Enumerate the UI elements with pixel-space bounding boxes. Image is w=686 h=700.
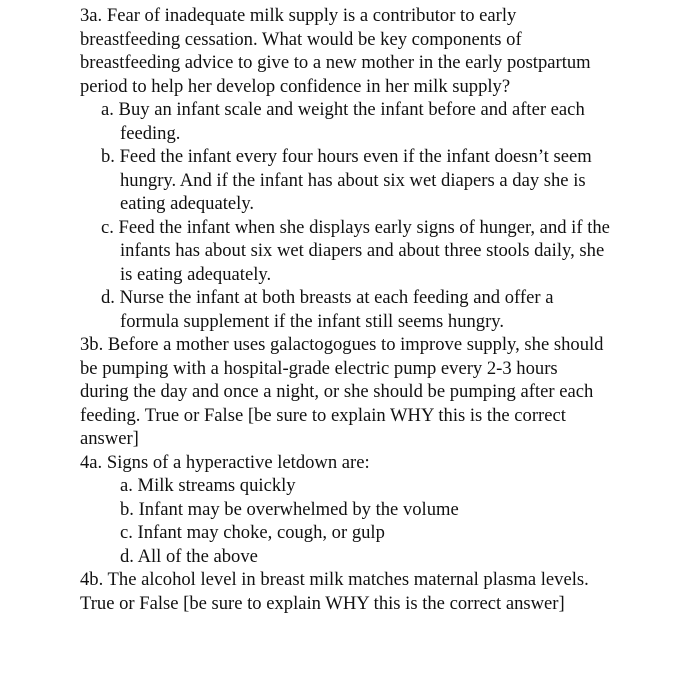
question-4a-options: [80, 474, 610, 568]
question-3a-option-d: d. Nurse the infant at both breasts at each feeding and offer a formula supplement if the infant still seems hungry.: [101, 287, 554, 332]
question-4a-option-b: b. Infant may be overwhelmed by the volume: [120, 498, 459, 520]
question-3a-option-a: a. Buy an infant scale and weight the infant before and after each feeding.: [101, 99, 585, 144]
question-4a-option-c: c. Infant may choke, cough, or gulp: [120, 522, 385, 543]
question-3a-option-b: b. Feed the infant every four hours even if the infant doesn’t seem hungry. And if the infant has about six wet diapers a day she is eating adequately.: [101, 146, 592, 214]
question-3b-stem: 3b. Before a mother uses galactogogues to improve supply, she should be pumping with a hospital-grade electric pump every 2-3 hours during the day and once a night, or she should be pumping after each feeding. True or False [be sure to explain WHY this is the correct answer]: [80, 334, 604, 449]
question-3a-option-c: c. Feed the infant when she displays early signs of hunger, and if the infants has about six wet diapers and about three stools daily, she is eating adequately.: [101, 216, 610, 285]
question-4a-option-d: d. All of the above: [120, 545, 258, 567]
question-3a-stem: 3a. Fear of inadequate milk supply is a contributor to early breastfeeding cessation. What would be key components of breastfeeding advice to give to a new mother in the early postpartum period to help her develop confidence in her milk supply?: [80, 5, 591, 97]
question-3a-options: [80, 98, 610, 333]
question-4b-stem: 4b. The alcohol level in breast milk matches maternal plasma levels. True or False [be sure to explain WHY this is the correct answer]: [80, 569, 589, 614]
document-body: [80, 4, 610, 615]
question-4a-option-a: a. Milk streams quickly: [120, 475, 296, 496]
question-4a-stem: 4a. Signs of a hyperactive letdown are:: [80, 451, 370, 473]
